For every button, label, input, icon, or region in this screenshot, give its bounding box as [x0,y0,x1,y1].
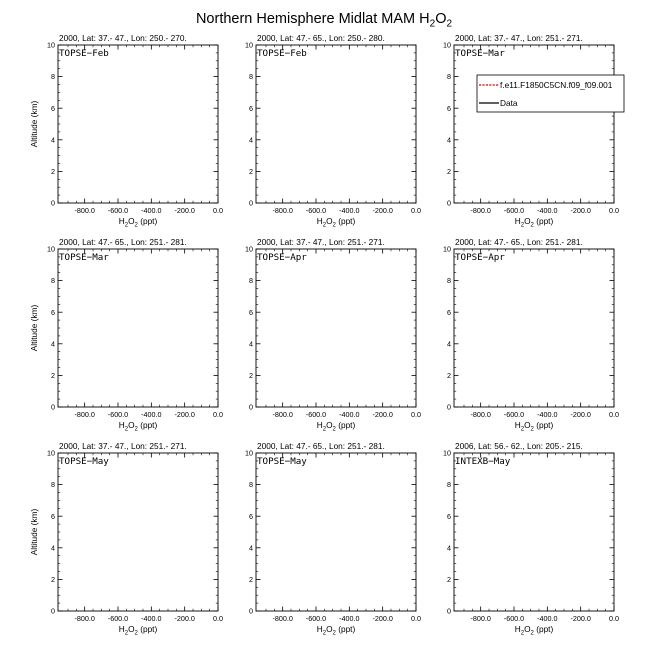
y-tick-label: 2 [51,575,55,584]
y-tick-label: 10 [47,244,55,254]
y-tick-label: 6 [447,103,451,113]
x-tick-label: -400.0 [339,206,360,215]
x-tick-label: -800.0 [74,614,95,623]
y-axis-label: Altitude (km) [29,100,39,148]
campaign-label: TOPSE−Mar [59,252,109,263]
x-tick-label: -400.0 [141,614,162,623]
y-tick-label: 0 [447,198,451,208]
panel-title: 2000, Lat: 37.- 47., Lon: 251.- 271. [257,237,385,247]
x-tick-label: -800.0 [74,206,95,215]
x-tick-label: -400.0 [339,614,360,623]
campaign-label: TOPSE−Feb [59,48,109,59]
plot-frame [58,249,218,407]
y-tick-label: 8 [51,276,55,286]
y-tick-label: 6 [51,307,55,317]
y-tick-label: 2 [447,575,451,584]
panel-9 [443,441,619,637]
panel-1 [29,33,223,229]
x-tick-label: -800.0 [272,614,293,623]
plot-frame [256,453,416,611]
panel-title: 2000, Lat: 47.- 65., Lon: 251.- 281. [59,237,187,247]
y-tick-label: 0 [51,402,55,412]
x-tick-label: -600.0 [503,614,525,623]
y-tick-label: 8 [447,480,451,490]
panel-title: 2000, Lat: 37.- 47., Lon: 251.- 271. [455,33,583,43]
y-tick-label: 0 [51,198,55,208]
x-tick-label: -400.0 [537,206,558,215]
x-tick-label: -800.0 [272,410,293,419]
legend [477,75,624,112]
x-axis-label: $H_2O_2$ (ppt) [118,216,158,229]
x-tick-label: -600.0 [503,410,525,419]
campaign-label: TOPSE−Apr [257,252,307,263]
x-tick-label: -800.0 [470,410,491,419]
y-axis-label: Altitude (km) [29,508,39,556]
plot-frame [58,45,218,203]
x-axis-label: $H_2O_2$ (ppt) [316,216,356,229]
legend-label-2: Data [500,98,518,108]
y-axis-label: Altitude (km) [29,304,39,352]
plot-frame [256,249,416,407]
y-tick-label: 4 [249,135,253,145]
y-tick-label: 4 [249,543,253,553]
panel-grid [29,33,624,637]
y-tick-label: 4 [51,135,55,145]
y-tick-label: 0 [51,606,55,616]
x-tick-label: -600.0 [107,614,129,623]
x-axis-label: $H_2O_2$ (ppt) [514,420,554,433]
x-tick-label: -400.0 [537,614,558,623]
x-tick-label: -400.0 [339,410,360,419]
panel-title: 2000, Lat: 47.- 65., Lon: 251.- 281. [257,441,385,451]
legend-label-1: f.e11.F1850C5CN.f09_f09.001 [500,80,613,90]
panel-8 [245,441,421,637]
y-tick-label: 2 [51,371,55,380]
x-tick-label: -600.0 [503,206,525,215]
x-tick-label: 0.0 [411,410,421,419]
x-tick-label: -800.0 [470,614,491,623]
panel-6 [443,237,619,433]
y-tick-label: 8 [249,276,253,286]
figure-title: Northern Hemisphere Midlat MAM $H_2O_2$ [195,11,453,30]
x-tick-label: 0.0 [609,614,619,623]
x-tick-label: 0.0 [213,206,223,215]
plot-frame [454,453,614,611]
y-tick-label: 4 [51,339,55,349]
y-tick-label: 0 [447,402,451,412]
y-tick-label: 4 [447,339,451,349]
x-tick-label: -200.0 [174,614,195,623]
x-axis-label: $H_2O_2$ (ppt) [118,624,158,637]
y-tick-label: 2 [447,371,451,380]
panel-title: 2000, Lat: 37.- 47., Lon: 250.- 270. [59,33,187,43]
x-tick-label: -200.0 [174,410,195,419]
x-tick-label: -800.0 [272,206,293,215]
x-tick-label: 0.0 [213,410,223,419]
panel-5 [245,237,421,433]
y-tick-label: 4 [249,339,253,349]
y-tick-label: 6 [447,307,451,317]
y-tick-label: 8 [447,72,451,82]
x-tick-label: -400.0 [141,410,162,419]
y-tick-label: 8 [51,72,55,82]
x-axis-label: $H_2O_2$ (ppt) [316,420,356,433]
x-tick-label: -600.0 [107,206,129,215]
x-tick-label: -800.0 [470,206,491,215]
y-tick-label: 6 [249,103,253,113]
x-tick-label: -400.0 [537,410,558,419]
plot-frame [256,45,416,203]
x-tick-label: -200.0 [372,206,393,215]
y-tick-label: 2 [51,167,55,176]
plot-frame [58,453,218,611]
y-tick-label: 6 [249,511,253,521]
y-tick-label: 0 [249,402,253,412]
plot-frame [454,45,614,203]
y-tick-label: 10 [443,244,451,254]
x-tick-label: -200.0 [570,614,591,623]
x-tick-label: -200.0 [174,206,195,215]
y-tick-label: 8 [447,276,451,286]
x-axis-label: $H_2O_2$ (ppt) [514,624,554,637]
x-tick-label: 0.0 [609,206,619,215]
x-tick-label: 0.0 [411,206,421,215]
campaign-label: TOPSE−May [257,456,307,467]
y-tick-label: 2 [249,575,253,584]
y-tick-label: 10 [245,244,253,254]
campaign-label: TOPSE−Apr [455,252,505,263]
y-tick-label: 4 [447,543,451,553]
panel-7 [29,441,223,637]
y-tick-label: 4 [51,543,55,553]
panel-title: 2000, Lat: 47.- 65., Lon: 250.- 280. [257,33,385,43]
y-tick-label: 0 [447,606,451,616]
y-tick-label: 6 [51,103,55,113]
y-tick-label: 4 [447,135,451,145]
y-tick-label: 6 [447,511,451,521]
panel-title: 2000, Lat: 47.- 65., Lon: 251.- 281. [455,237,583,247]
y-tick-label: 10 [443,40,451,50]
campaign-label: INTEXB−May [455,456,511,467]
x-tick-label: -800.0 [74,410,95,419]
x-tick-label: -600.0 [305,410,327,419]
y-tick-label: 6 [51,511,55,521]
x-tick-label: -400.0 [141,206,162,215]
panel-4 [29,237,223,433]
x-tick-label: -200.0 [570,410,591,419]
y-tick-label: 10 [443,448,451,458]
x-tick-label: -600.0 [305,614,327,623]
x-tick-label: -200.0 [570,206,591,215]
campaign-label: TOPSE−Mar [455,48,505,59]
y-tick-label: 0 [249,606,253,616]
y-tick-label: 10 [47,448,55,458]
y-tick-label: 6 [249,307,253,317]
campaign-label: TOPSE−May [59,456,109,467]
x-tick-label: 0.0 [213,614,223,623]
y-tick-label: 2 [447,167,451,176]
y-tick-label: 8 [249,72,253,82]
y-tick-label: 10 [47,40,55,50]
y-tick-label: 0 [249,198,253,208]
plot-frame [454,249,614,407]
y-tick-label: 2 [249,371,253,380]
x-axis-label: $H_2O_2$ (ppt) [316,624,356,637]
x-axis-label: $H_2O_2$ (ppt) [118,420,158,433]
panel-2 [245,33,421,229]
y-tick-label: 8 [51,480,55,490]
x-tick-label: -600.0 [107,410,129,419]
panel-title: 2000, Lat: 37.- 47., Lon: 251.- 271. [59,441,187,451]
campaign-label: TOPSE−Feb [257,48,307,59]
y-tick-label: 2 [249,167,253,176]
y-tick-label: 10 [245,448,253,458]
x-tick-label: 0.0 [411,614,421,623]
x-tick-label: -200.0 [372,614,393,623]
panel-3 [443,33,624,229]
x-axis-label: $H_2O_2$ (ppt) [514,216,554,229]
x-tick-label: -600.0 [305,206,327,215]
y-tick-label: 10 [245,40,253,50]
y-tick-label: 8 [249,480,253,490]
panel-title: 2006, Lat: 56.- 62., Lon: 205.- 215. [455,441,583,451]
x-tick-label: -200.0 [372,410,393,419]
x-tick-label: 0.0 [609,410,619,419]
